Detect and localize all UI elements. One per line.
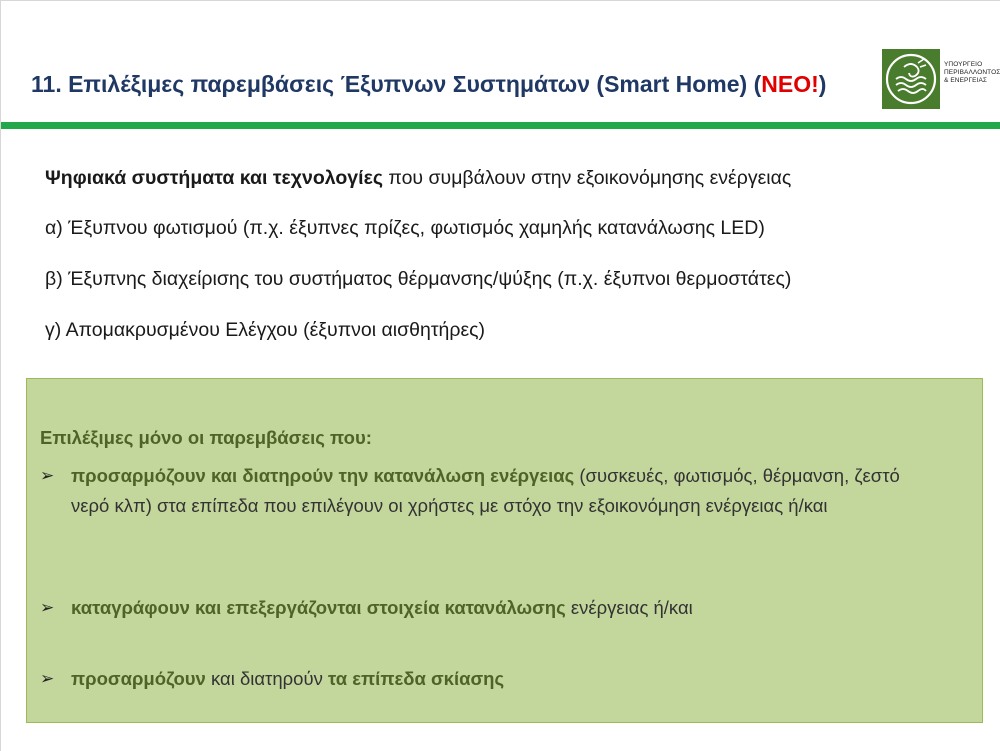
eligibility-box — [26, 378, 983, 723]
arrow-bullet-icon: ➢ — [40, 466, 55, 485]
slide-title — [31, 71, 826, 98]
eligibility-bullet — [40, 664, 940, 694]
list-item-a: α) Έξυπνου φωτισμού (π.χ. έξυπνες πρίζες, φωτισμός χαμηλής κατανάλωσης LED) — [45, 217, 765, 239]
new-label: ΝΕΟ! — [761, 71, 819, 97]
title-close: ) — [818, 71, 827, 97]
bullet-rest: (συσκευές, φωτισμός, θέρμανση, ζεστό νερό κλπ) στα επίπεδα που επιλέγουν οι χρήστες με στόχο την εξοικονόμηση ενέργειας ή/και — [71, 465, 900, 516]
eligibility-heading: Επιλέξιμες μόνο οι παρεμβάσεις που: — [40, 427, 372, 448]
intro-rest: που συμβάλουν στην εξοικονόμησης ενέργειας — [382, 167, 792, 189]
list-item-c: γ) Απομακρυσμένου Ελέγχου (έξυπνοι αισθητήρες) — [45, 319, 486, 341]
title-main: 11. Επιλέξιμες παρεμβάσεις Έξυπνων Συστημάτων (Smart Home) ( — [31, 71, 762, 97]
ministry-logo-icon — [882, 49, 940, 109]
intro-line — [45, 167, 791, 190]
bullet-bold: προσαρμόζουν και διατηρούν την κατανάλωση ενέργειας — [71, 465, 575, 486]
bullet-bold: προσαρμόζουν — [71, 668, 206, 689]
list-item-b: β) Έξυπνης διαχείρισης του συστήματος θέρμανσης/ψύξης (π.χ. έξυπνοι θερμοστάτες) — [45, 268, 792, 290]
bullet-bold: καταγράφουν και επεξεργάζονται στοιχεία κατανάλωσης — [71, 597, 566, 618]
title-divider — [1, 122, 1000, 129]
eligibility-bullet — [40, 593, 940, 623]
intro-bold: Ψηφιακά συστήματα και τεχνολογίες — [45, 167, 383, 189]
bullet-rest: ενέργειας ή/και — [565, 597, 693, 618]
bullet-middle: και διατηρούν — [205, 668, 328, 689]
arrow-bullet-icon: ➢ — [40, 669, 55, 688]
bullet-bold: τα επίπεδα σκίασης — [327, 668, 505, 689]
arrow-bullet-icon: ➢ — [40, 598, 55, 617]
eligibility-bullet — [40, 461, 940, 521]
ministry-logo-text — [944, 61, 1000, 85]
logo-text-line: ΠΕΡΙΒΑΛΛΟΝΤΟΣ — [944, 69, 1000, 76]
logo-text-line: & ΕΝΕΡΓΕΙΑΣ — [944, 77, 988, 84]
logo-text-line: ΥΠΟΥΡΓΕΙΟ — [944, 61, 983, 68]
